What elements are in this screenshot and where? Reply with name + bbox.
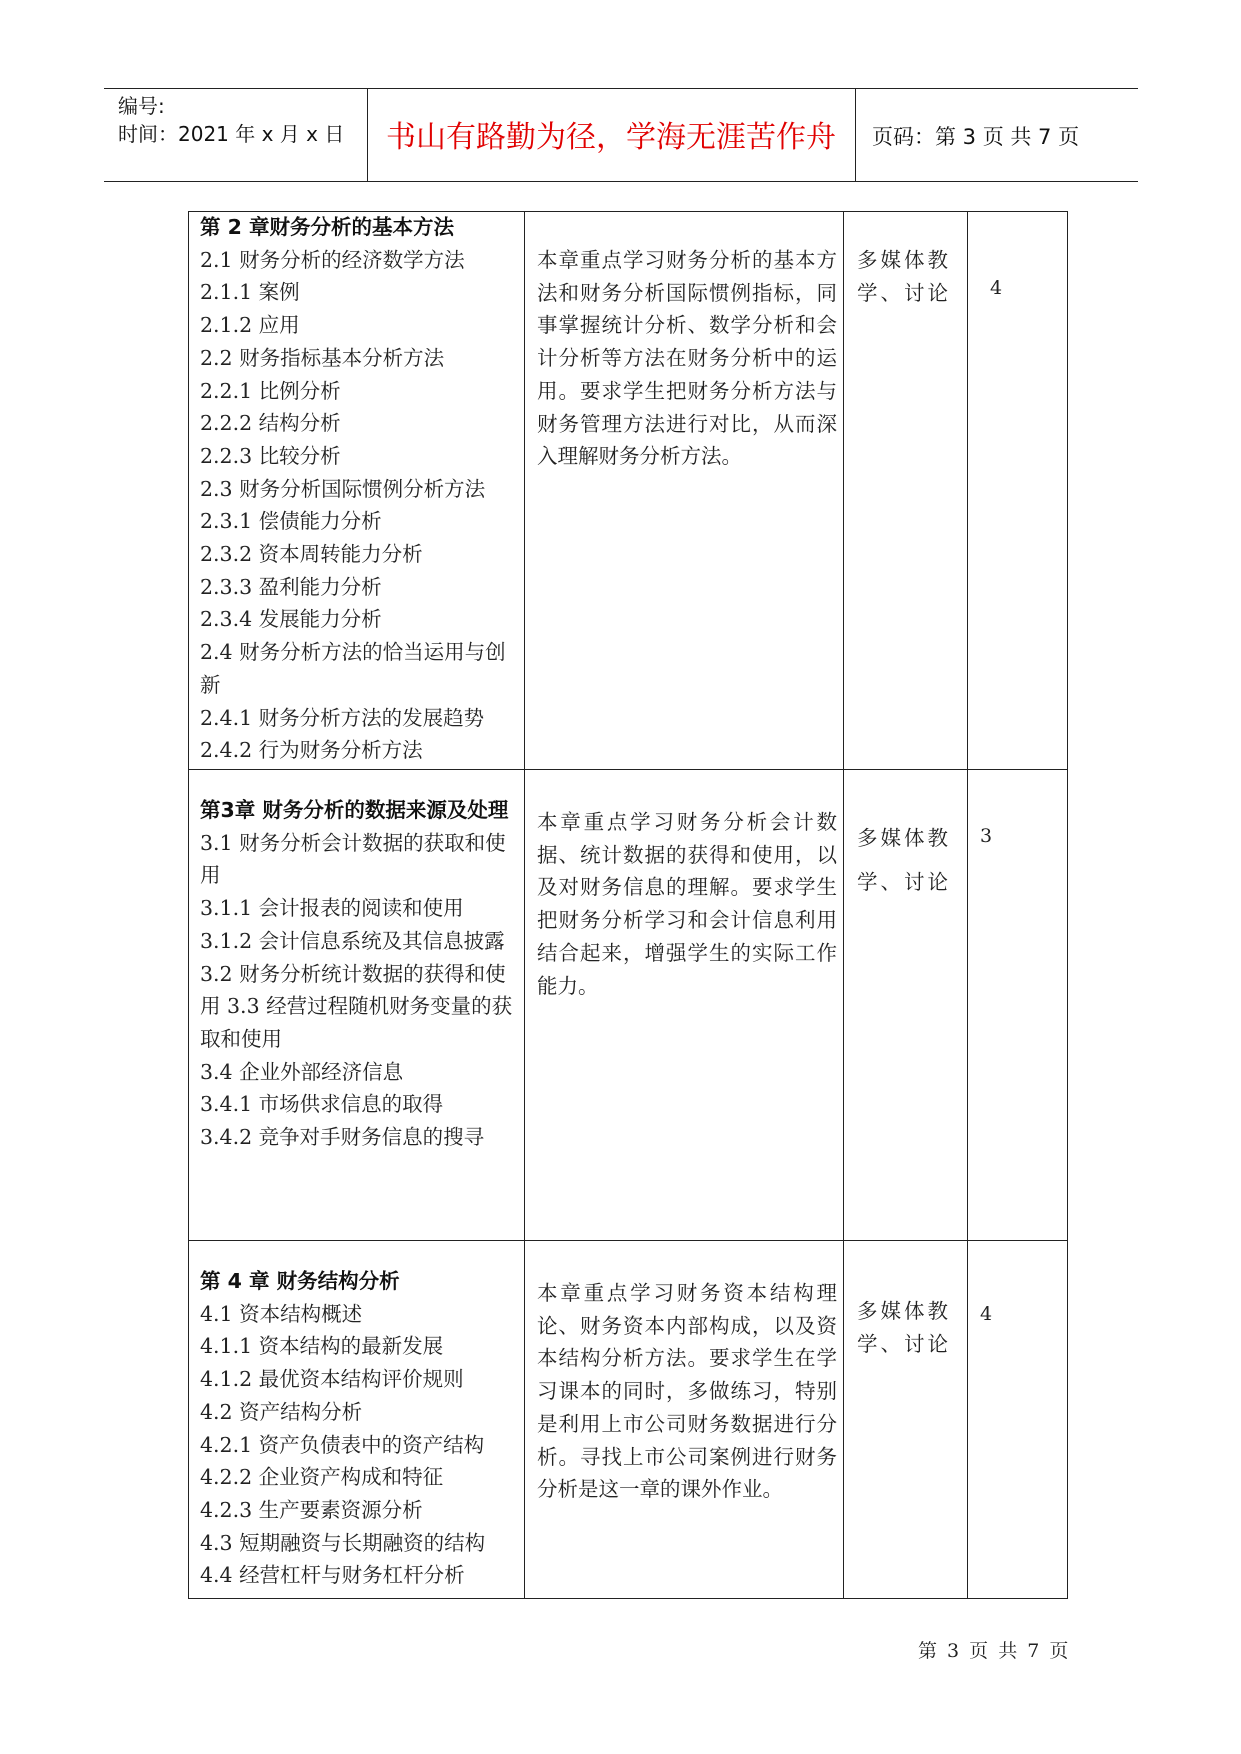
table-row-divider	[188, 1240, 1068, 1241]
outline-item: 2.3.1 偿债能力分析	[200, 509, 382, 534]
outline-item: 2.3.2 资本周转能力分析	[200, 542, 423, 567]
header-slogan: 书山有路勤为径，学海无涯苦作舟	[386, 120, 836, 155]
header-top-rule	[104, 88, 1138, 89]
chapter-description-cell: 本章重点学习财务资本结构理论、财务资本内部构成，以及资本结构分析方法。要求学生在学习课本的同时，多做练习，特别是利用上市公司财务数据进行分析。寻找上市公司案例进行财务分析是这一章的课外作业。	[537, 1281, 837, 1502]
page-footer: 第 3 页 共 7 页	[918, 1640, 1071, 1662]
teaching-method-cell: 多媒体教学、讨论	[857, 826, 951, 894]
chapter-title: 第 4 章 财务结构分析	[200, 1269, 400, 1293]
header-divider	[855, 88, 856, 181]
outline-item: 2.4.2 行为财务分析方法	[200, 738, 423, 763]
class-hours-cell: 4	[980, 1303, 993, 1325]
outline-item: 3.2 财务分析统计数据的获得和使用 3.3 经营过程随机财务变量的获取和使用	[200, 961, 513, 1051]
outline-item: 2.1.2 应用	[200, 313, 300, 338]
outline-item: 4.2.1 资产负债表中的资产结构	[200, 1432, 485, 1457]
chapter-title: 第 2 章财务分析的基本方法	[200, 215, 455, 239]
outline-item: 3.1.1 会计报表的阅读和使用	[200, 896, 464, 921]
outline-item: 4.2.3 生产要素资源分析	[200, 1497, 423, 1522]
header-bottom-rule	[104, 181, 1138, 182]
header-page-indicator: 页码：第 3 页 共 7 页	[872, 125, 1080, 149]
table-column-divider	[524, 211, 525, 1599]
class-hours-cell: 4	[990, 277, 1003, 299]
outline-item: 2.2.2 结构分析	[200, 411, 341, 436]
outline-item: 2.4 财务分析方法的恰当运用与创新	[200, 640, 506, 697]
outline-item: 2.3.3 盈利能力分析	[200, 574, 382, 599]
chapter-description-cell: 本章重点学习财务分析的基本方法和财务分析国际惯例指标，同事掌握统计分析、数学分析和会计分析等方法在财务分析中的运用。要求学生把财务分析方法与财务管理方法进行对比，从而深入理解财务分析方法。	[537, 248, 837, 469]
outline-item: 3.4 企业外部经济信息	[200, 1059, 404, 1084]
outline-item: 4.2 资产结构分析	[200, 1399, 363, 1424]
outline-item: 2.1.1 案例	[200, 280, 300, 305]
outline-item: 3.4.1 市场供求信息的取得	[200, 1092, 444, 1117]
outline-item: 3.1 财务分析会计数据的获取和使用	[200, 830, 506, 888]
document-date: 时间：2021 年 x 月 x 日	[118, 122, 345, 146]
outline-item: 4.3 短期融资与长期融资的结构	[200, 1530, 486, 1555]
outline-item: 4.1.1 资本结构的最新发展	[200, 1334, 444, 1359]
chapter-description-cell: 本章重点学习财务分析会计数据、统计数据的获得和使用，以及对财务信息的理解。要求学生把财务分析学习和会计信息利用结合起来，增强学生的实际工作能力。	[537, 810, 837, 998]
outline-item: 2.4.1 财务分析方法的发展趋势	[200, 705, 485, 730]
outline-item: 2.1 财务分析的经济数学方法	[200, 247, 465, 272]
table-row-divider	[188, 769, 1068, 770]
outline-item: 4.4 经营杠杆与财务杠杆分析	[200, 1563, 465, 1588]
outline-item: 4.2.2 企业资产构成和特征	[200, 1465, 444, 1490]
table-column-divider	[967, 211, 968, 1599]
teaching-method-cell: 多媒体教学、讨论	[857, 1299, 951, 1356]
header-meta	[118, 92, 344, 148]
chapter-outline-cell	[200, 1265, 520, 1592]
outline-item: 2.2.1 比例分析	[200, 378, 341, 403]
outline-item: 2.2.3 比较分析	[200, 443, 341, 468]
outline-item: 2.2 财务指标基本分析方法	[200, 345, 445, 370]
outline-item: 2.3 财务分析国际惯例分析方法	[200, 476, 486, 501]
document-number-label: 编号:	[118, 94, 165, 118]
chapter-title: 第3章 财务分析的数据来源及处理	[200, 798, 509, 822]
outline-item: 3.4.2 竞争对手财务信息的搜寻	[200, 1125, 485, 1150]
chapter-outline-cell	[200, 211, 520, 767]
outline-item: 3.1.2 会计信息系统及其信息披露	[200, 928, 505, 953]
table-column-divider	[843, 211, 844, 1599]
class-hours-cell: 3	[980, 825, 993, 847]
teaching-method-cell: 多媒体教学、讨论	[857, 248, 951, 305]
outline-item: 4.1.2 最优资本结构评价规则	[200, 1367, 464, 1392]
outline-item: 2.3.4 发展能力分析	[200, 607, 382, 632]
outline-item: 4.1 资本结构概述	[200, 1301, 363, 1326]
chapter-outline-cell	[200, 794, 520, 1154]
